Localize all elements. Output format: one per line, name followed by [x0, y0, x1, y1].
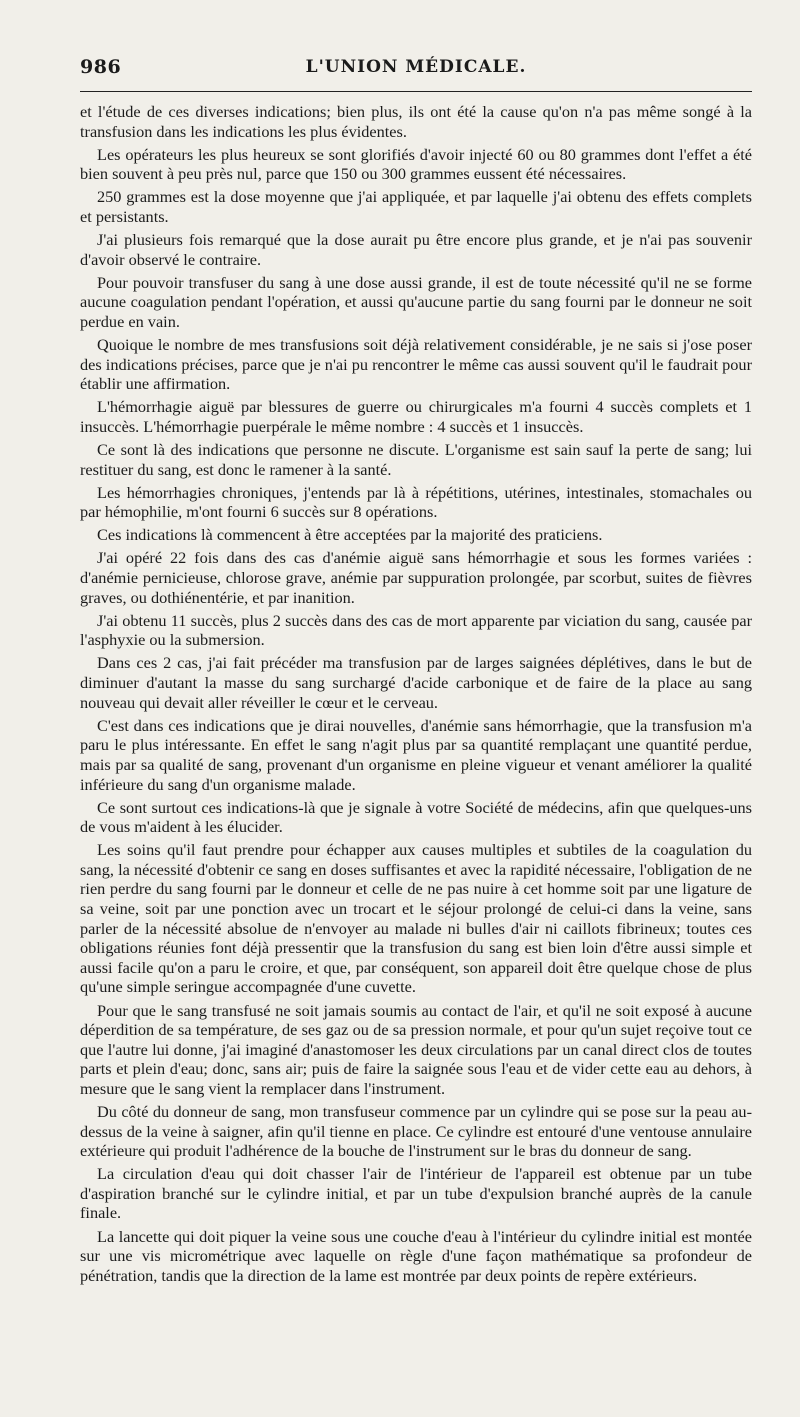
running-title: L'UNION MÉDICALE.	[305, 57, 527, 77]
paragraph: La lancette qui doit piquer la veine sous une couche d'eau à l'intérieur du cylindre initial est montée sur une vis micrométrique avec laquelle on règle d'une façon mathématique sa profondeur de pénétration, tandis que la direction de la lame est montrée par deux points de repère extérieurs.	[80, 1226, 752, 1285]
paragraph: Ces indications là commencent à être acceptées par la majorité des praticiens.	[97, 525, 603, 545]
paragraph: La circulation d'eau qui doit chasser l'air de l'intérieur de l'appareil est obtenue par un tube d'aspiration branché sur le cylindre initial, et par un tube d'expulsion branché auprès de la canule finale.	[80, 1164, 752, 1223]
paragraph: Les hémorrhagies chroniques, j'entends par là à répétitions, utérines, intestinales, stomachales ou par hémophilie, m'ont fourni 6 succès sur 8 opérations.	[80, 482, 752, 522]
paragraph: 250 grammes est la dose moyenne que j'ai appliquée, et par laquelle j'ai obtenu des effets complets et persistants.	[80, 187, 752, 226]
paragraph: L'hémorrhagie aiguë par blessures de guerre ou chirurgicales m'a fourni 4 succès complets et 1 insuccès. L'hémorrhagie puerpérale le même nombre : 4 succès et 1 insuccès.	[80, 397, 752, 436]
body-text	[80, 102, 752, 1289]
paragraph: Ce sont surtout ces indications-là que je signale à votre Société de médecins, afin que quelques-uns de vous m'aident à les élucider.	[80, 797, 752, 837]
paragraph: Pour que le sang transfusé ne soit jamais soumis au contact de l'air, et qu'il ne soit exposé à aucune déperdition de sa température, de ses gaz ou de sa pression normale, et pour qu'un sujet reçoive tout ce que l'autre lui donne, j'ai imaginé d'anastomoser les deux circulations par un canal direct clos de toutes parts et plein d'eau; donc, sans air; puis de faire la saignée sous l'eau et de vider cette eau au dehors, à mesure que le sang vient la remplacer dans l'instrument.	[80, 1000, 752, 1098]
paragraph: Les soins qu'il faut prendre pour échapper aux causes multiples et subtiles de la coagulation du sang, la nécessité d'obtenir ce sang en doses suffisantes et avec la rapidité nécessaire, l'obligation de ne rien perdre du sang fourni par le donneur et celle de ne pas nuire à cet homme soit par une ligature de sa veine, soit par une ponction avec un trocart et le séjour prolongé de celui-ci dans la veine, sans parler de la nécessité absolue de n'envoyer au malade ni bulles d'air ni caillots fibrineux; toutes ces obligations réunies font déjà pressentir que la transfusion du sang est bien loin d'être aussi simple et aussi facile qu'on a paru le croire, et que, par conséquent, son appareil doit être quelque chose de plus qu'une simple seringue accompagnée d'une cuvette.	[80, 840, 752, 997]
paragraph: J'ai obtenu 11 succès, plus 2 succès dans des cas de mort apparente par viciation du sang, causée par l'asphyxie ou la submersion.	[80, 610, 752, 650]
paragraph: J'ai opéré 22 fois dans des cas d'anémie aiguë sans hémorrhagie et sous les formes variées : d'anémie pernicieuse, chlorose grave, anémie par suppuration prolongée, par scorbut, suites de fièvres graves, ou dothiénentérie, et par inanition.	[80, 548, 752, 607]
page-number: 986	[80, 56, 122, 78]
page-header	[80, 56, 752, 82]
header-rule	[80, 91, 752, 92]
paragraph: C'est dans ces indications que je dirai nouvelles, d'anémie sans hémorrhagie, que la transfusion m'a paru le plus intéressante. En effet le sang n'agit plus par sa quantité remplaçant une quantité perdue, mais par sa qualité de sang, provenant d'un organisme en pleine vigueur et venant améliorer la qualité inférieure du sang d'un organisme malade.	[80, 715, 752, 794]
paragraph: Du côté du donneur de sang, mon transfuseur commence par un cylindre qui se pose sur la peau au-dessus de la veine à saigner, afin qu'il tienne en place. Ce cylindre est entouré d'une ventouse annulaire extérieure qui produit l'adhérence de la bouche de l'instrument sur le bras du donneur de sang.	[80, 1102, 752, 1161]
paragraph: Quoique le nombre de mes transfusions soit déjà relativement considérable, je ne sais si j'ose poser des indications précises, parce que je n'ai pu rencontrer le même cas aussi souvent qu'il le faudrait pour établir une affirmation.	[80, 335, 752, 394]
paragraph: Pour pouvoir transfuser du sang à une dose aussi grande, il est de toute nécessité qu'il ne se forme aucune coagulation pendant l'opération, et aussi qu'aucune partie du sang fourni par le donneur ne soit perdue en vain.	[80, 272, 752, 331]
paragraph: Ce sont là des indications que personne ne discute. L'organisme est sain sauf la perte de sang; lui restituer du sang, est donc le ramener à la santé.	[80, 440, 752, 479]
paragraph: et l'étude de ces diverses indications; bien plus, ils ont été la cause qu'on n'a pas même songé à la transfusion dans les indications les plus évidentes.	[80, 102, 752, 141]
paragraph: Les opérateurs les plus heureux se sont glorifiés d'avoir injecté 60 ou 80 grammes dont l'effet a été bien souvent à peu près nul, parce que 150 ou 300 grammes eussent été nécessaires.	[80, 144, 752, 184]
paragraph: J'ai plusieurs fois remarqué que la dose aurait pu être encore plus grande, et je n'ai pas souvenir d'avoir observé le contraire.	[80, 230, 752, 269]
paragraph: Dans ces 2 cas, j'ai fait précéder ma transfusion par de larges saignées déplétives, dans le but de diminuer d'autant la masse du sang surchargé d'acide carbonique et de faire de la place au sang nouveau qui devait aller réveiller le cœur et le cerveau.	[80, 653, 752, 712]
